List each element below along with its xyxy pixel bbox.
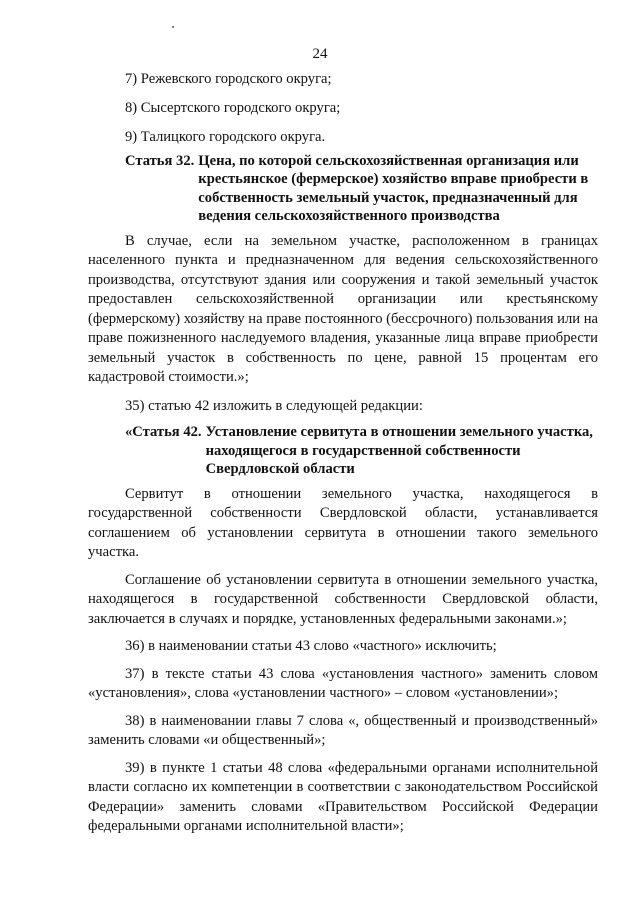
list-item: 7) Режевского городского округа; [125, 71, 332, 87]
list-item: 38) в наименовании главы 7 слова «, общественный и производственный» заменить словами «и общественный»; [88, 712, 598, 748]
list-item: 9) Талицкого городского округа. [125, 129, 326, 145]
article-42-number: «Статья 42. [125, 424, 202, 440]
list-item: 39) в пункте 1 статьи 48 слова «федеральными органами исполнительной власти согласно их компетенции в соответствии с законодательством Российской Федерации» заменить словами «Правительством Российской Федерации федеральными органами исполнительной власти»; [88, 759, 598, 834]
list-item: 35) статью 42 изложить в следующей редакции: [125, 397, 423, 414]
scan-speck [172, 26, 174, 28]
article-42-title: Установление сервитута в отношении земельного участка, находящегося в государственной собственности Свердловской области [205, 424, 593, 477]
article-32-heading [125, 152, 598, 226]
article-32-title: Цена, по которой сельскохозяйственная организация или крестьянское (фермерское) хозяйство вправе приобрести в собственность земельный участок, предназначенный для ведения сельскохозяйственного производства [198, 152, 589, 224]
article-42-body-2: Соглашение об установлении сервитута в отношении земельного участка, находящегося в государственной собственности Свердловской области, заключается в случаях и порядке, установленных федеральными законами.»; [88, 571, 598, 627]
list-item: 37) в тексте статьи 43 слова «установления частного» заменить словом «установления», слова «установлении частного» – словом «установлении»; [88, 665, 598, 701]
list-item: 36) в наименовании статьи 43 слово «частного» исключить; [125, 638, 497, 654]
document-body [88, 70, 598, 845]
page-number: 24 [312, 46, 328, 62]
article-42-heading [125, 423, 598, 479]
list-item: 8) Сысертского городского округа; [125, 100, 341, 116]
article-42-body-1: Сервитут в отношении земельного участка, находящегося в государственной собственности Свердловской области, устанавливается соглашением об установлении сервитута в отношении такого земельного участка. [88, 485, 598, 560]
article-32-number: Статья 32. [125, 152, 195, 169]
article-32-body: В случае, если на земельном участке, расположенном в границах населенного пункта и предназначенном для ведения сельскохозяйственного производства, отсутствуют здания или сооружения и такой земельный участок предоставлен сельскохозяйственной организации или крестьянскому (фермерскому) хозяйству на праве постоянного (бессрочного) пользования или на праве пожизненного наследуемого владения, указанные лица вправе приобрести земельный участок в собственность по цене, равной 15 процентам его кадастровой стоимости.»; [88, 232, 598, 385]
